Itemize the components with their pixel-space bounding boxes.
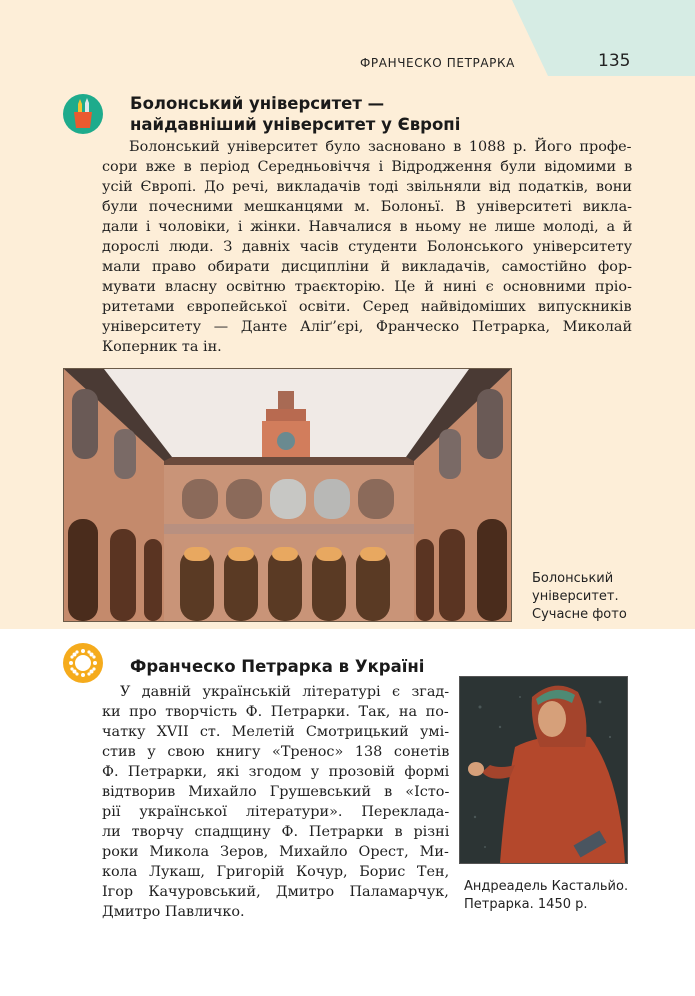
bologna-university-photo xyxy=(63,368,512,622)
caption-line: Петрарка. 1450 р. xyxy=(464,897,588,912)
text-line: дорослі люди. З давніх часів студенти Болонського університету xyxy=(102,239,633,255)
text-line: ли творчу спадщину Ф. Петрарки в різні xyxy=(102,824,450,840)
text-line: Ф. Петрарки, які згодом у прозовій формі xyxy=(102,764,450,780)
petrarch-portrait xyxy=(459,676,628,864)
page-number: 135 xyxy=(598,51,631,71)
heading-line: найдавніший університет у Європі xyxy=(130,115,461,134)
text-line: рії української літератури». Переклада- xyxy=(102,804,450,820)
heading-line: Болонський університет — xyxy=(130,94,385,113)
text-line: Коперник та ін. xyxy=(102,339,222,355)
bologna-paragraph xyxy=(102,137,632,357)
text-line: усій Європі. До речі, викладачів тоді звільняли від податків, вони xyxy=(102,179,632,195)
caption-line: Сучасне фото xyxy=(532,607,627,622)
text-line: чатку XVII ст. Мелетій Смотрицький умі- xyxy=(102,724,450,740)
running-title: ФРАНЧЕСКО ПЕТРАРКА xyxy=(360,56,515,70)
text-line: кола Лукаш, Григорій Кочур, Борис Тен, xyxy=(102,864,450,880)
text-line: дали і чоловіки, і жінки. Навчалися в ньому не лише молоді, а й xyxy=(102,219,633,235)
photo-caption xyxy=(532,570,627,624)
text-line: відтворив Михайло Грушевський в «Істо- xyxy=(102,784,450,800)
section-heading-petrarch-ukraine: Франческо Петрарка в Україні xyxy=(130,657,425,676)
text-line: Ігор Качуровський, Дмитро Паламарчук, xyxy=(102,884,449,900)
sun-flower-icon xyxy=(63,643,103,683)
page-number-tab xyxy=(0,0,695,76)
text-line: стив у свою книгу «Тренос» 138 сонетів xyxy=(102,744,450,760)
text-line: ритетами європейської освіти. Серед найвідоміших випускників xyxy=(102,299,632,315)
text-line: Дмитро Павличко. xyxy=(102,904,245,920)
text-line: У давній українській літературі є згад- xyxy=(120,684,450,700)
text-line: сори вже в період Середньовіччя і Відродження були відомими в xyxy=(102,159,633,175)
text-line: роки Микола Зеров, Михайло Орест, Ми- xyxy=(102,844,449,860)
text-line: Болонський університет було засновано в 1088 р. Його профе- xyxy=(129,139,632,155)
text-line: мали право обирати дисципліни й викладачів, самостійно фор- xyxy=(102,259,633,275)
text-line: були почесними мешканцями м. Болоньї. В університеті викла- xyxy=(102,199,633,215)
pen-cup-icon xyxy=(63,94,103,134)
text-line: університету — Данте Аліґ’єрі, Франческо Петрарка, Миколай xyxy=(102,319,633,335)
portrait-caption xyxy=(464,878,628,914)
text-line: ки про творчість Ф. Петрарки. Так, на по- xyxy=(102,704,449,720)
caption-line: Андреадель Кастальйо. xyxy=(464,879,629,894)
caption-line: університет. xyxy=(532,589,619,604)
petrarch-ukraine-paragraph xyxy=(102,682,449,922)
text-line: мувати власну освітню траєкторію. Це й нині є основними пріо- xyxy=(102,279,632,295)
section-heading-bologna xyxy=(130,93,460,135)
caption-line: Болонський xyxy=(532,571,614,586)
